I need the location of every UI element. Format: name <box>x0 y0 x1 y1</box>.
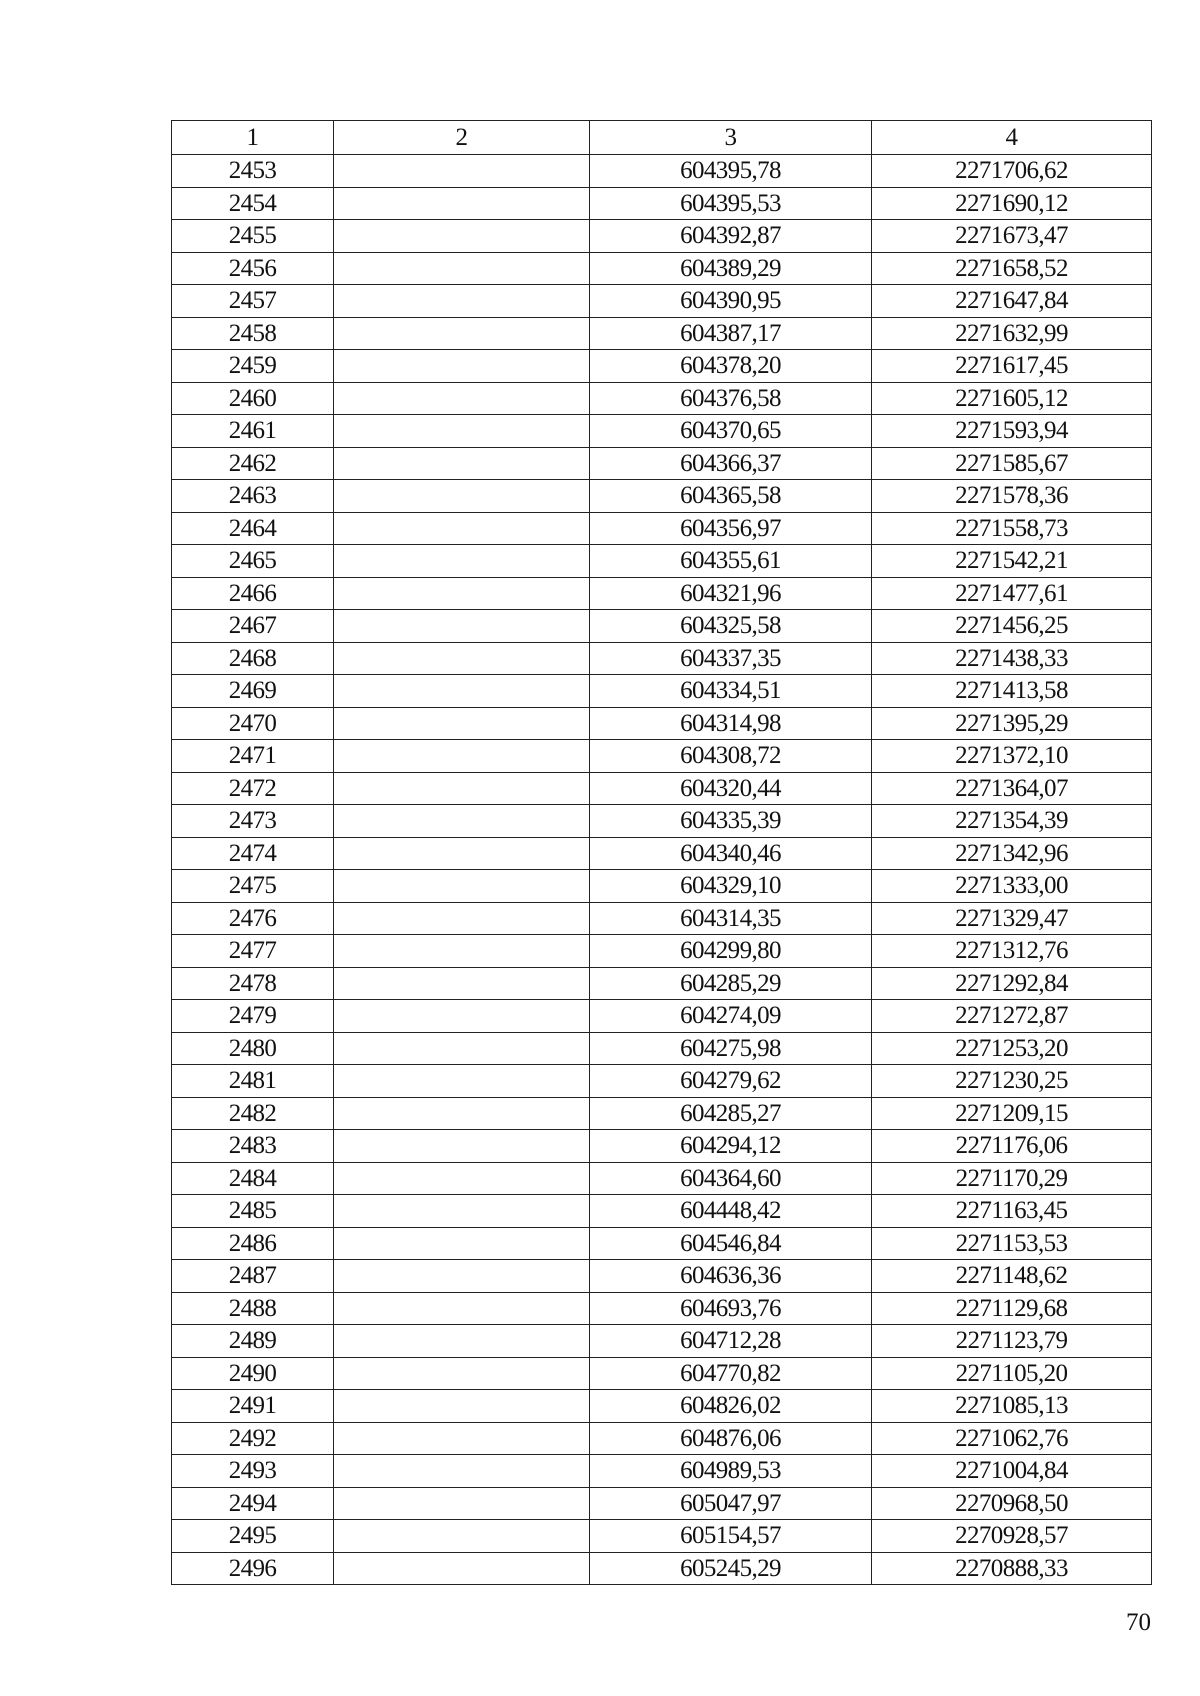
x-coordinate-cell: 604989,53 <box>590 1455 872 1488</box>
empty-cell <box>334 512 590 545</box>
point-number-cell: 2477 <box>172 935 334 968</box>
point-number-cell: 2495 <box>172 1520 334 1553</box>
y-coordinate-cell: 2271605,12 <box>872 382 1152 415</box>
x-coordinate-cell: 604340,46 <box>590 837 872 870</box>
table-row <box>172 1195 1152 1228</box>
x-coordinate-cell: 604712,28 <box>590 1325 872 1358</box>
empty-cell <box>334 187 590 220</box>
table-row <box>172 317 1152 350</box>
point-number-cell: 2453 <box>172 155 334 188</box>
x-coordinate-cell: 605245,29 <box>590 1552 872 1585</box>
y-coordinate-cell: 2271123,79 <box>872 1325 1152 1358</box>
point-number-cell: 2467 <box>172 610 334 643</box>
empty-cell <box>334 1195 590 1228</box>
x-coordinate-cell: 604390,95 <box>590 285 872 318</box>
y-coordinate-cell: 2271004,84 <box>872 1455 1152 1488</box>
x-coordinate-cell: 604395,78 <box>590 155 872 188</box>
empty-cell <box>334 480 590 513</box>
table-row <box>172 935 1152 968</box>
x-coordinate-cell: 604294,12 <box>590 1130 872 1163</box>
table-row <box>172 447 1152 480</box>
x-coordinate-cell: 604356,97 <box>590 512 872 545</box>
table-row <box>172 1487 1152 1520</box>
empty-cell <box>334 805 590 838</box>
point-number-cell: 2488 <box>172 1292 334 1325</box>
table-header-row <box>172 121 1152 155</box>
y-coordinate-cell: 2271558,73 <box>872 512 1152 545</box>
table-row <box>172 675 1152 708</box>
y-coordinate-cell: 2271673,47 <box>872 220 1152 253</box>
point-number-cell: 2466 <box>172 577 334 610</box>
table-row <box>172 1357 1152 1390</box>
y-coordinate-cell: 2271632,99 <box>872 317 1152 350</box>
x-coordinate-cell: 605047,97 <box>590 1487 872 1520</box>
table-row <box>172 1130 1152 1163</box>
empty-cell <box>334 1227 590 1260</box>
point-number-cell: 2468 <box>172 642 334 675</box>
x-coordinate-cell: 604387,17 <box>590 317 872 350</box>
table-row <box>172 415 1152 448</box>
y-coordinate-cell: 2271413,58 <box>872 675 1152 708</box>
point-number-cell: 2461 <box>172 415 334 448</box>
empty-cell <box>334 837 590 870</box>
empty-cell <box>334 1552 590 1585</box>
empty-cell <box>334 610 590 643</box>
empty-cell <box>334 1032 590 1065</box>
table-row <box>172 642 1152 675</box>
table-row <box>172 1065 1152 1098</box>
table-body <box>172 155 1152 1585</box>
x-coordinate-cell: 604448,42 <box>590 1195 872 1228</box>
empty-cell <box>334 1455 590 1488</box>
empty-cell <box>334 707 590 740</box>
empty-cell <box>334 1065 590 1098</box>
point-number-cell: 2473 <box>172 805 334 838</box>
point-number-cell: 2489 <box>172 1325 334 1358</box>
x-coordinate-cell: 604693,76 <box>590 1292 872 1325</box>
table-row <box>172 1162 1152 1195</box>
point-number-cell: 2462 <box>172 447 334 480</box>
empty-cell <box>334 675 590 708</box>
point-number-cell: 2463 <box>172 480 334 513</box>
empty-cell <box>334 447 590 480</box>
table-row <box>172 1000 1152 1033</box>
x-coordinate-cell: 604329,10 <box>590 870 872 903</box>
empty-cell <box>334 870 590 903</box>
empty-cell <box>334 545 590 578</box>
table-row <box>172 707 1152 740</box>
empty-cell <box>334 1260 590 1293</box>
x-coordinate-cell: 604321,96 <box>590 577 872 610</box>
y-coordinate-cell: 2271333,00 <box>872 870 1152 903</box>
point-number-cell: 2459 <box>172 350 334 383</box>
y-coordinate-cell: 2271129,68 <box>872 1292 1152 1325</box>
table-row <box>172 1292 1152 1325</box>
y-coordinate-cell: 2271148,62 <box>872 1260 1152 1293</box>
empty-cell <box>334 1162 590 1195</box>
point-number-cell: 2487 <box>172 1260 334 1293</box>
x-coordinate-cell: 604285,29 <box>590 967 872 1000</box>
y-coordinate-cell: 2271372,10 <box>872 740 1152 773</box>
table-row <box>172 350 1152 383</box>
point-number-cell: 2472 <box>172 772 334 805</box>
point-number-cell: 2494 <box>172 1487 334 1520</box>
empty-cell <box>334 1000 590 1033</box>
point-number-cell: 2456 <box>172 252 334 285</box>
x-coordinate-cell: 604826,02 <box>590 1390 872 1423</box>
y-coordinate-cell: 2271364,07 <box>872 772 1152 805</box>
y-coordinate-cell: 2271690,12 <box>872 187 1152 220</box>
y-coordinate-cell: 2271585,67 <box>872 447 1152 480</box>
y-coordinate-cell: 2271272,87 <box>872 1000 1152 1033</box>
point-number-cell: 2471 <box>172 740 334 773</box>
point-number-cell: 2480 <box>172 1032 334 1065</box>
y-coordinate-cell: 2270888,33 <box>872 1552 1152 1585</box>
y-coordinate-cell: 2271085,13 <box>872 1390 1152 1423</box>
point-number-cell: 2479 <box>172 1000 334 1033</box>
x-coordinate-cell: 604335,39 <box>590 805 872 838</box>
column-header-1: 1 <box>172 121 334 155</box>
x-coordinate-cell: 604364,60 <box>590 1162 872 1195</box>
point-number-cell: 2458 <box>172 317 334 350</box>
x-coordinate-cell: 604546,84 <box>590 1227 872 1260</box>
empty-cell <box>334 350 590 383</box>
empty-cell <box>334 1390 590 1423</box>
x-coordinate-cell: 604770,82 <box>590 1357 872 1390</box>
y-coordinate-cell: 2271312,76 <box>872 935 1152 968</box>
point-number-cell: 2484 <box>172 1162 334 1195</box>
empty-cell <box>334 382 590 415</box>
point-number-cell: 2491 <box>172 1390 334 1423</box>
x-coordinate-cell: 604308,72 <box>590 740 872 773</box>
point-number-cell: 2475 <box>172 870 334 903</box>
empty-cell <box>334 155 590 188</box>
x-coordinate-cell: 604299,80 <box>590 935 872 968</box>
table-row <box>172 252 1152 285</box>
empty-cell <box>334 252 590 285</box>
x-coordinate-cell: 604365,58 <box>590 480 872 513</box>
y-coordinate-cell: 2271170,29 <box>872 1162 1152 1195</box>
y-coordinate-cell: 2271253,20 <box>872 1032 1152 1065</box>
y-coordinate-cell: 2271176,06 <box>872 1130 1152 1163</box>
table-row <box>172 902 1152 935</box>
table-row <box>172 220 1152 253</box>
point-number-cell: 2464 <box>172 512 334 545</box>
table-row <box>172 187 1152 220</box>
point-number-cell: 2474 <box>172 837 334 870</box>
point-number-cell: 2469 <box>172 675 334 708</box>
y-coordinate-cell: 2271342,96 <box>872 837 1152 870</box>
y-coordinate-cell: 2271292,84 <box>872 967 1152 1000</box>
point-number-cell: 2486 <box>172 1227 334 1260</box>
point-number-cell: 2465 <box>172 545 334 578</box>
empty-cell <box>334 415 590 448</box>
y-coordinate-cell: 2271647,84 <box>872 285 1152 318</box>
table-row <box>172 480 1152 513</box>
column-header-3: 3 <box>590 121 872 155</box>
x-coordinate-cell: 604395,53 <box>590 187 872 220</box>
y-coordinate-cell: 2270968,50 <box>872 1487 1152 1520</box>
point-number-cell: 2470 <box>172 707 334 740</box>
empty-cell <box>334 935 590 968</box>
x-coordinate-cell: 604366,37 <box>590 447 872 480</box>
y-coordinate-cell: 2271209,15 <box>872 1097 1152 1130</box>
point-number-cell: 2490 <box>172 1357 334 1390</box>
x-coordinate-cell: 604314,98 <box>590 707 872 740</box>
table-row <box>172 1325 1152 1358</box>
table-row <box>172 1390 1152 1423</box>
point-number-cell: 2478 <box>172 967 334 1000</box>
x-coordinate-cell: 604285,27 <box>590 1097 872 1130</box>
point-number-cell: 2476 <box>172 902 334 935</box>
x-coordinate-cell: 604320,44 <box>590 772 872 805</box>
table-row <box>172 1260 1152 1293</box>
empty-cell <box>334 1130 590 1163</box>
page-number: 70 <box>1126 1609 1151 1636</box>
table-row <box>172 740 1152 773</box>
table-row <box>172 967 1152 1000</box>
table-row <box>172 512 1152 545</box>
y-coordinate-cell: 2271062,76 <box>872 1422 1152 1455</box>
y-coordinate-cell: 2271578,36 <box>872 480 1152 513</box>
empty-cell <box>334 1520 590 1553</box>
point-number-cell: 2483 <box>172 1130 334 1163</box>
x-coordinate-cell: 604314,35 <box>590 902 872 935</box>
x-coordinate-cell: 604376,58 <box>590 382 872 415</box>
point-number-cell: 2485 <box>172 1195 334 1228</box>
point-number-cell: 2496 <box>172 1552 334 1585</box>
x-coordinate-cell: 604378,20 <box>590 350 872 383</box>
empty-cell <box>334 740 590 773</box>
table-row <box>172 1422 1152 1455</box>
y-coordinate-cell: 2271354,39 <box>872 805 1152 838</box>
empty-cell <box>334 1292 590 1325</box>
empty-cell <box>334 220 590 253</box>
y-coordinate-cell: 2271153,53 <box>872 1227 1152 1260</box>
x-coordinate-cell: 604337,35 <box>590 642 872 675</box>
table-row <box>172 1552 1152 1585</box>
table-row <box>172 610 1152 643</box>
table-row <box>172 1227 1152 1260</box>
x-coordinate-cell: 604334,51 <box>590 675 872 708</box>
table-row <box>172 772 1152 805</box>
table-row <box>172 1455 1152 1488</box>
point-number-cell: 2457 <box>172 285 334 318</box>
y-coordinate-cell: 2271593,94 <box>872 415 1152 448</box>
empty-cell <box>334 285 590 318</box>
table-row <box>172 155 1152 188</box>
y-coordinate-cell: 2271477,61 <box>872 577 1152 610</box>
table-row <box>172 1097 1152 1130</box>
point-number-cell: 2493 <box>172 1455 334 1488</box>
table-row <box>172 577 1152 610</box>
table-row <box>172 1520 1152 1553</box>
y-coordinate-cell: 2271456,25 <box>872 610 1152 643</box>
y-coordinate-cell: 2271438,33 <box>872 642 1152 675</box>
y-coordinate-cell: 2271706,62 <box>872 155 1152 188</box>
empty-cell <box>334 772 590 805</box>
empty-cell <box>334 1357 590 1390</box>
x-coordinate-cell: 604325,58 <box>590 610 872 643</box>
x-coordinate-cell: 604279,62 <box>590 1065 872 1098</box>
column-header-2: 2 <box>334 121 590 155</box>
table-row <box>172 837 1152 870</box>
x-coordinate-cell: 604876,06 <box>590 1422 872 1455</box>
x-coordinate-cell: 604275,98 <box>590 1032 872 1065</box>
table-row <box>172 1032 1152 1065</box>
y-coordinate-cell: 2271329,47 <box>872 902 1152 935</box>
column-header-4: 4 <box>872 121 1152 155</box>
x-coordinate-cell: 604274,09 <box>590 1000 872 1033</box>
y-coordinate-cell: 2271105,20 <box>872 1357 1152 1390</box>
empty-cell <box>334 967 590 1000</box>
y-coordinate-cell: 2271163,45 <box>872 1195 1152 1228</box>
x-coordinate-cell: 604392,87 <box>590 220 872 253</box>
point-number-cell: 2460 <box>172 382 334 415</box>
x-coordinate-cell: 604636,36 <box>590 1260 872 1293</box>
point-number-cell: 2455 <box>172 220 334 253</box>
empty-cell <box>334 1422 590 1455</box>
point-number-cell: 2454 <box>172 187 334 220</box>
x-coordinate-cell: 604389,29 <box>590 252 872 285</box>
y-coordinate-cell: 2271658,52 <box>872 252 1152 285</box>
point-number-cell: 2482 <box>172 1097 334 1130</box>
y-coordinate-cell: 2271542,21 <box>872 545 1152 578</box>
empty-cell <box>334 577 590 610</box>
empty-cell <box>334 902 590 935</box>
table-row <box>172 870 1152 903</box>
table-row <box>172 285 1152 318</box>
x-coordinate-cell: 604355,61 <box>590 545 872 578</box>
empty-cell <box>334 1097 590 1130</box>
table-row <box>172 382 1152 415</box>
x-coordinate-cell: 605154,57 <box>590 1520 872 1553</box>
empty-cell <box>334 642 590 675</box>
point-number-cell: 2492 <box>172 1422 334 1455</box>
table-row <box>172 545 1152 578</box>
point-number-cell: 2481 <box>172 1065 334 1098</box>
y-coordinate-cell: 2271395,29 <box>872 707 1152 740</box>
table-row <box>172 805 1152 838</box>
y-coordinate-cell: 2270928,57 <box>872 1520 1152 1553</box>
empty-cell <box>334 317 590 350</box>
empty-cell <box>334 1325 590 1358</box>
coordinates-table <box>171 120 1152 1585</box>
empty-cell <box>334 1487 590 1520</box>
y-coordinate-cell: 2271617,45 <box>872 350 1152 383</box>
x-coordinate-cell: 604370,65 <box>590 415 872 448</box>
y-coordinate-cell: 2271230,25 <box>872 1065 1152 1098</box>
